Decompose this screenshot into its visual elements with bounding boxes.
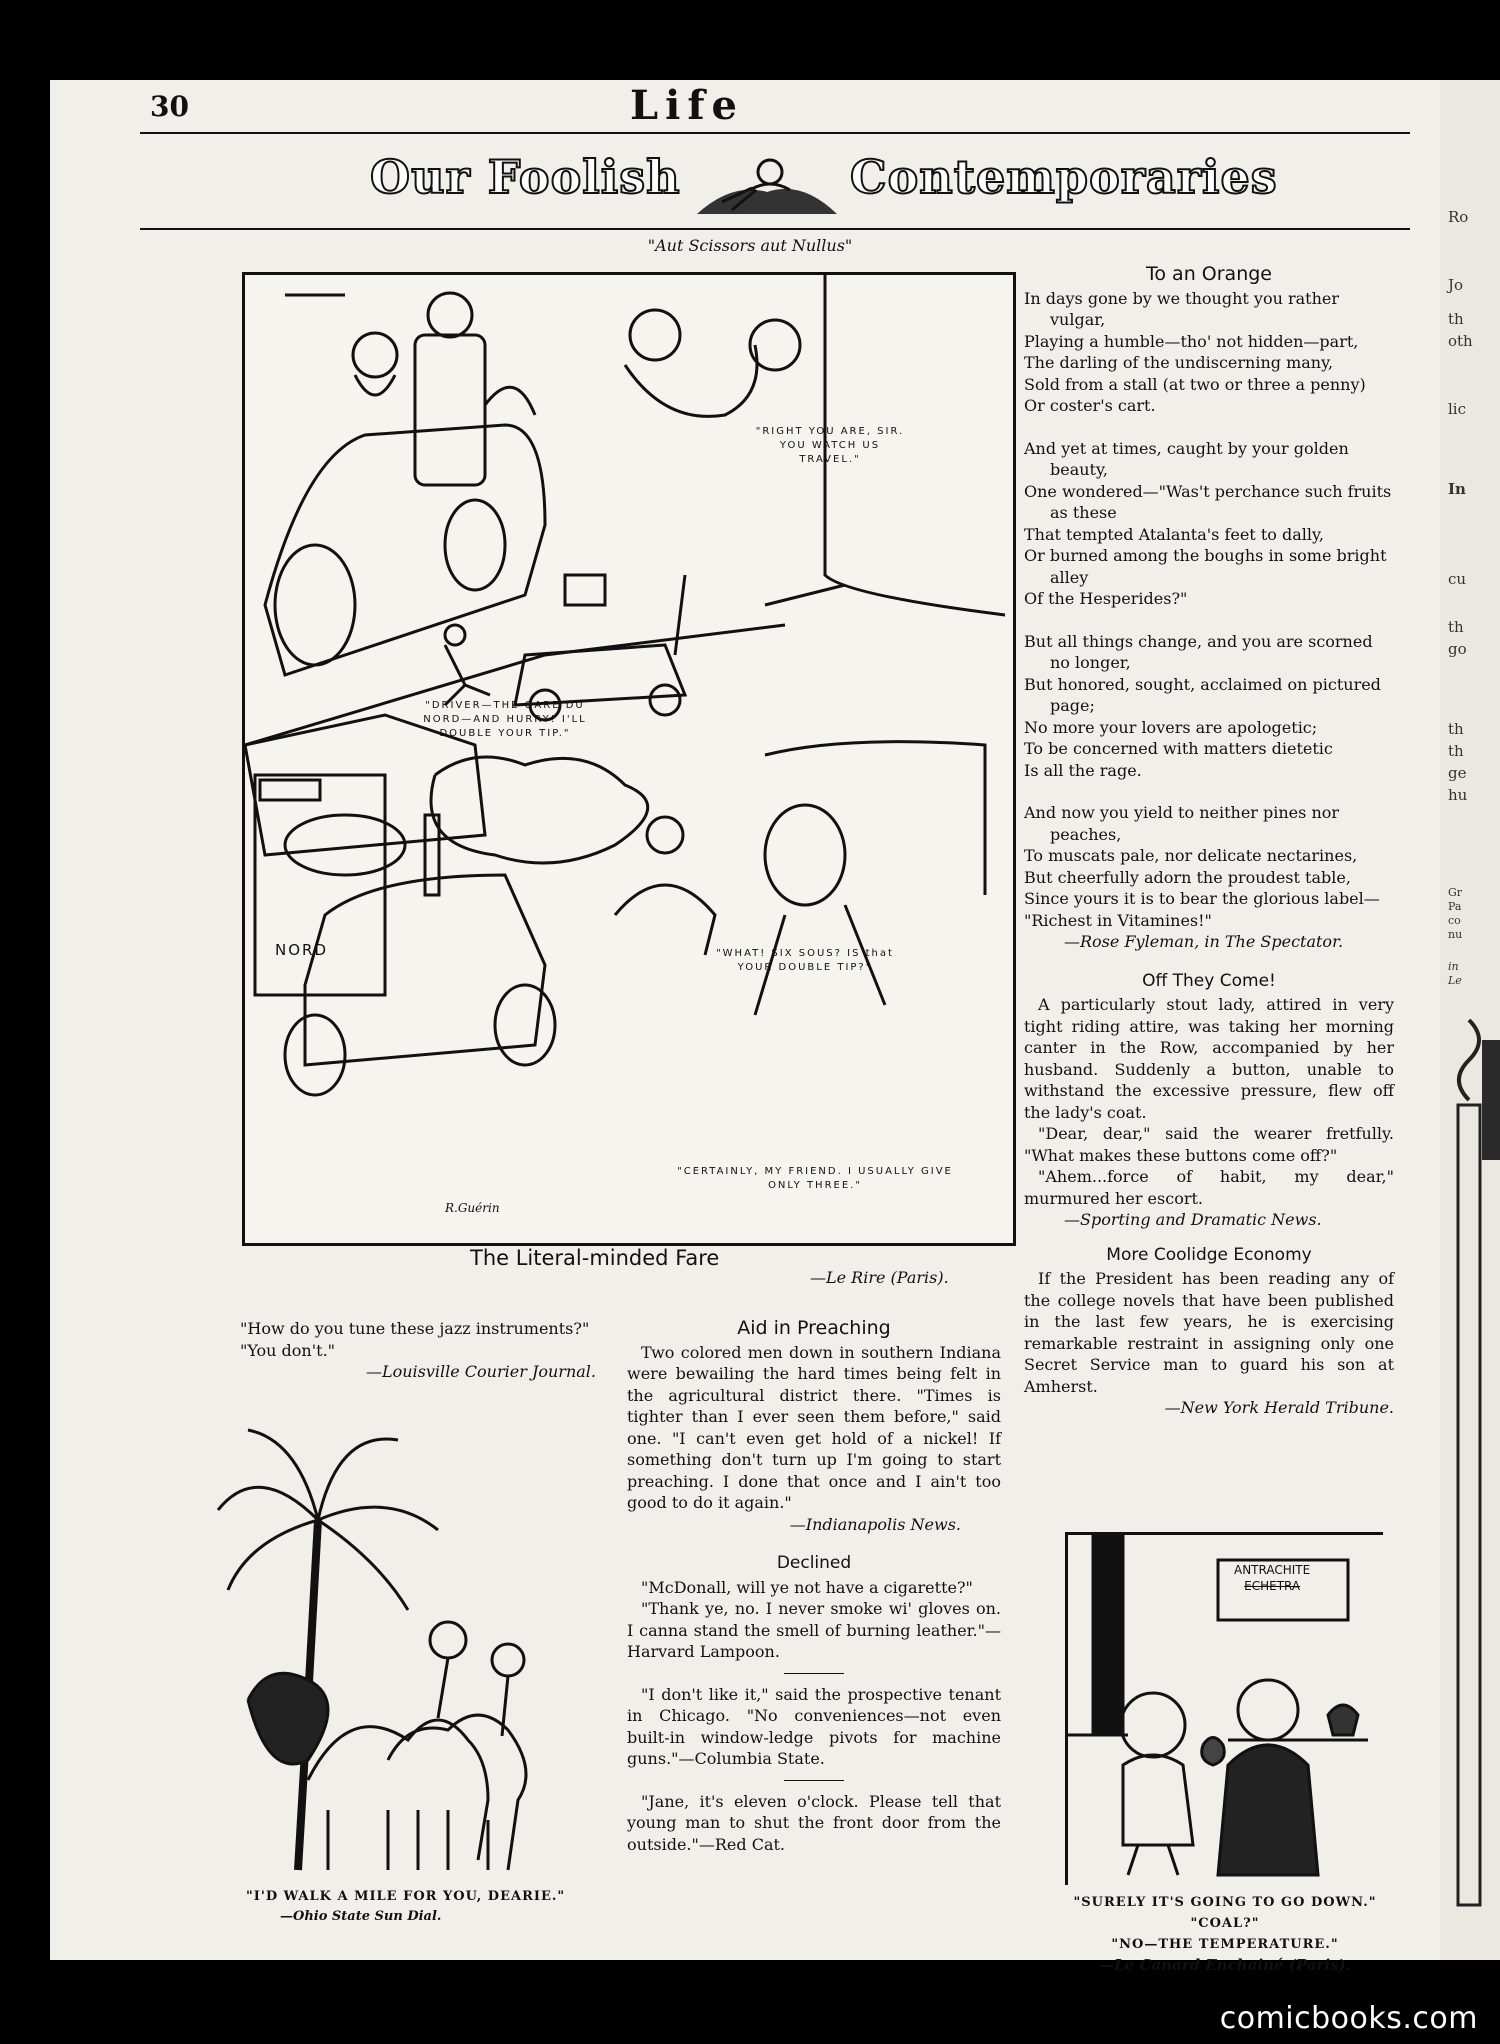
poem-line: "Richest in Vitamines!" <box>1024 910 1212 930</box>
joke-answer: "You don't." <box>240 1340 336 1360</box>
article-paragraph: A particularly stout lady, attired in very tight riding attire, was taking her morning canter in the Row, accompanied by her husband. Suddenly a button, unable to withstand the excessive pressure, flew off the lady's coat. <box>1024 995 1394 1122</box>
artist-signature: R.Guérin <box>445 1201 500 1215</box>
joke-source: —Louisville Courier Journal. <box>365 1362 596 1381</box>
article-title: Off They Come! <box>1142 970 1276 991</box>
cartoon-title: The Literal-minded Fare <box>470 1246 720 1270</box>
column-middle <box>627 1318 1001 1855</box>
header-rule <box>140 132 1410 134</box>
section-banner-left: Our Foolish <box>370 150 681 204</box>
separator <box>784 1780 844 1781</box>
fragment: th <box>1448 742 1464 760</box>
coal-caption-line: "COAL?" <box>1190 1916 1260 1931</box>
fragment: In <box>1448 480 1466 498</box>
poem-line: Since yours it is to bear the glorious label— <box>1024 889 1380 908</box>
poem-line: Playing a humble—tho' not hidden—part, <box>1024 331 1359 351</box>
cartoon-literal-minded-fare <box>242 272 1016 1246</box>
fragment: th <box>1448 310 1464 328</box>
article-paragraph: If the President has been reading any of the college novels that have been published in the last few years, he is exercising remarkable restraint in assigning only one Secret Service man to guard his son at Amherst. <box>1024 1269 1394 1396</box>
poem-line: To be concerned with matters dietetic <box>1024 739 1333 758</box>
article-source: —Indianapolis News. <box>789 1514 961 1534</box>
fragment: Pa <box>1448 900 1462 913</box>
poem-line: No more your lovers are apologetic; <box>1024 717 1318 737</box>
fragment: Jo <box>1448 276 1464 294</box>
camel-cartoon <box>208 1400 588 1880</box>
article-paragraph: "Thank ye, no. I never smoke wi' gloves on. I canna stand the smell of burning leather."—Harvard Lampoon. <box>627 1599 1001 1661</box>
coal-cartoon <box>1065 1532 1383 1885</box>
poem-line: But cheerfully adorn the proudest table, <box>1024 867 1351 887</box>
masthead: Life <box>630 82 744 129</box>
poem-line: That tempted Atalanta's feet to dally, <box>1024 524 1324 544</box>
coal-sign <box>1234 1562 1310 1594</box>
cherub-scissors-icon <box>692 152 842 220</box>
fragment: Gr <box>1448 886 1463 899</box>
cartoon-caption-1: "DRIVER—THE GARE DU NORD—AND HURRY! I'LL DOUBLE YOUR TIP." <box>423 700 587 739</box>
section-banner-right: Contemporaries <box>850 150 1278 204</box>
fragment: hu <box>1448 786 1468 804</box>
coal-source: —Le Canard Enchainé (Paris). <box>1099 1956 1351 1974</box>
nord-sign: NORD <box>275 941 328 959</box>
joke-question: "How do you tune these jazz instruments?" <box>240 1319 590 1338</box>
fragment: go <box>1448 640 1467 658</box>
article-paragraph: "Jane, it's eleven o'clock. Please tell that young man to shut the front door from the outside."—Red Cat. <box>627 1791 1001 1854</box>
camel-caption-line: "I'D WALK A MILE FOR YOU, DEARIE." <box>246 1889 566 1904</box>
camel-source: —Ohio State Sun Dial. <box>280 1909 442 1924</box>
cartoon-drawing <box>245 275 1013 1243</box>
poem-source: —Rose Fyleman, in The Spectator. <box>1064 932 1344 951</box>
banner-rule <box>140 228 1410 230</box>
poem-line: Is all the rage. <box>1024 760 1142 780</box>
watermark: comicbooks.com <box>1219 2001 1478 2036</box>
poem-line: And now you yield to neither pines nor peaches, <box>1024 803 1340 844</box>
fragment: oth <box>1448 332 1473 350</box>
fragment: cu <box>1448 570 1467 588</box>
fragment: ge <box>1448 764 1467 782</box>
poem-line: And yet at times, caught by your golden beauty, <box>1024 438 1349 479</box>
coal-caption <box>1060 1892 1390 1976</box>
poem-line: But honored, sought, acclaimed on pictured page; <box>1024 674 1381 715</box>
coal-caption-line: "SURELY IT'S GOING TO GO DOWN." <box>1073 1895 1377 1910</box>
separator <box>784 1673 844 1674</box>
column-right <box>1024 264 1394 1419</box>
fragment: nu <box>1448 928 1463 941</box>
adjacent-page-edge <box>1440 80 1500 1960</box>
fragment: th <box>1448 618 1464 636</box>
cartoon-source: —Le Rire (Paris). <box>810 1268 949 1287</box>
fragment: th <box>1448 720 1464 738</box>
column-left <box>226 1318 596 1383</box>
fragment: lic <box>1448 400 1466 418</box>
coal-cartoon-drawing <box>1068 1535 1383 1885</box>
cartoon-caption-3: "WHAT! SIX SOUS? IS that YOUR DOUBLE TIP?" <box>716 948 894 973</box>
fragment: co <box>1448 914 1461 927</box>
article-source: —New York Herald Tribune. <box>1164 1398 1394 1417</box>
coal-sign-line: ECHETRA <box>1244 1579 1301 1593</box>
poem-line: The darling of the undiscerning many, <box>1024 353 1334 372</box>
article-paragraph: "Dear, dear," said the wearer fretfully. "What makes these buttons come off?" <box>1024 1124 1394 1165</box>
article-title: Declined <box>776 1553 852 1573</box>
poem-line: Sold from a stall (at two or three a penny) <box>1024 374 1366 394</box>
cartoon-caption-2: "RIGHT YOU ARE, SIR. YOU WATCH US TRAVEL." <box>755 426 905 465</box>
page-number: 30 <box>150 90 189 123</box>
motto: "Aut Scissors aut Nullus" <box>647 236 853 255</box>
fragment: Le <box>1448 974 1462 987</box>
poem-line: Of the Hesperides?" <box>1024 589 1188 608</box>
article-title: More Coolidge Economy <box>1106 1244 1312 1265</box>
article-title: Aid in Preaching <box>737 1317 891 1339</box>
coal-caption-line: "NO—THE TEMPERATURE." <box>1111 1937 1339 1952</box>
poem-line: To muscats pale, nor delicate nectarines, <box>1024 846 1358 865</box>
scan-mark <box>1482 1040 1500 1160</box>
article-paragraph: "I don't like it," said the prospective tenant in Chicago. "No conveniences—not even built-in window-ledge pivots for machine guns."—Columbia State. <box>627 1684 1001 1768</box>
poem-line: But all things change, and you are scorned no longer, <box>1024 631 1373 672</box>
poem-line: Or burned among the boughs in some bright alley <box>1024 546 1387 587</box>
fragment: Ro <box>1448 208 1469 226</box>
cartoon-caption-4: "CERTAINLY, MY FRIEND. I USUALLY GIVE ONLY THREE." <box>677 1166 953 1191</box>
poem-title: To an Orange <box>1146 263 1272 285</box>
poem-line: One wondered—"Was't perchance such fruits as these <box>1024 481 1392 522</box>
article-paragraph: "McDonall, will ye not have a cigarette?" <box>641 1577 973 1597</box>
article-source: —Sporting and Dramatic News. <box>1064 1210 1322 1229</box>
poem-line: In days gone by we thought you rather vulgar, <box>1024 288 1340 329</box>
poem-line: Or coster's cart. <box>1024 396 1156 415</box>
camel-caption <box>246 1887 565 1927</box>
fragment: in <box>1448 960 1459 973</box>
article-paragraph: "Ahem...force of habit, my dear," murmured her escort. <box>1024 1167 1394 1208</box>
article-paragraph: Two colored men down in southern Indiana were bewailing the hard times being felt in the agricultural district there. "Times is tighter than I ever seen them before," said one. "I can't even get hold of a nickel! If something don't turn up I'm going to start preaching. I done that once and I ain't too good to do it again." <box>627 1342 1001 1512</box>
coal-sign-line: ANTRACHITE <box>1234 1563 1311 1577</box>
